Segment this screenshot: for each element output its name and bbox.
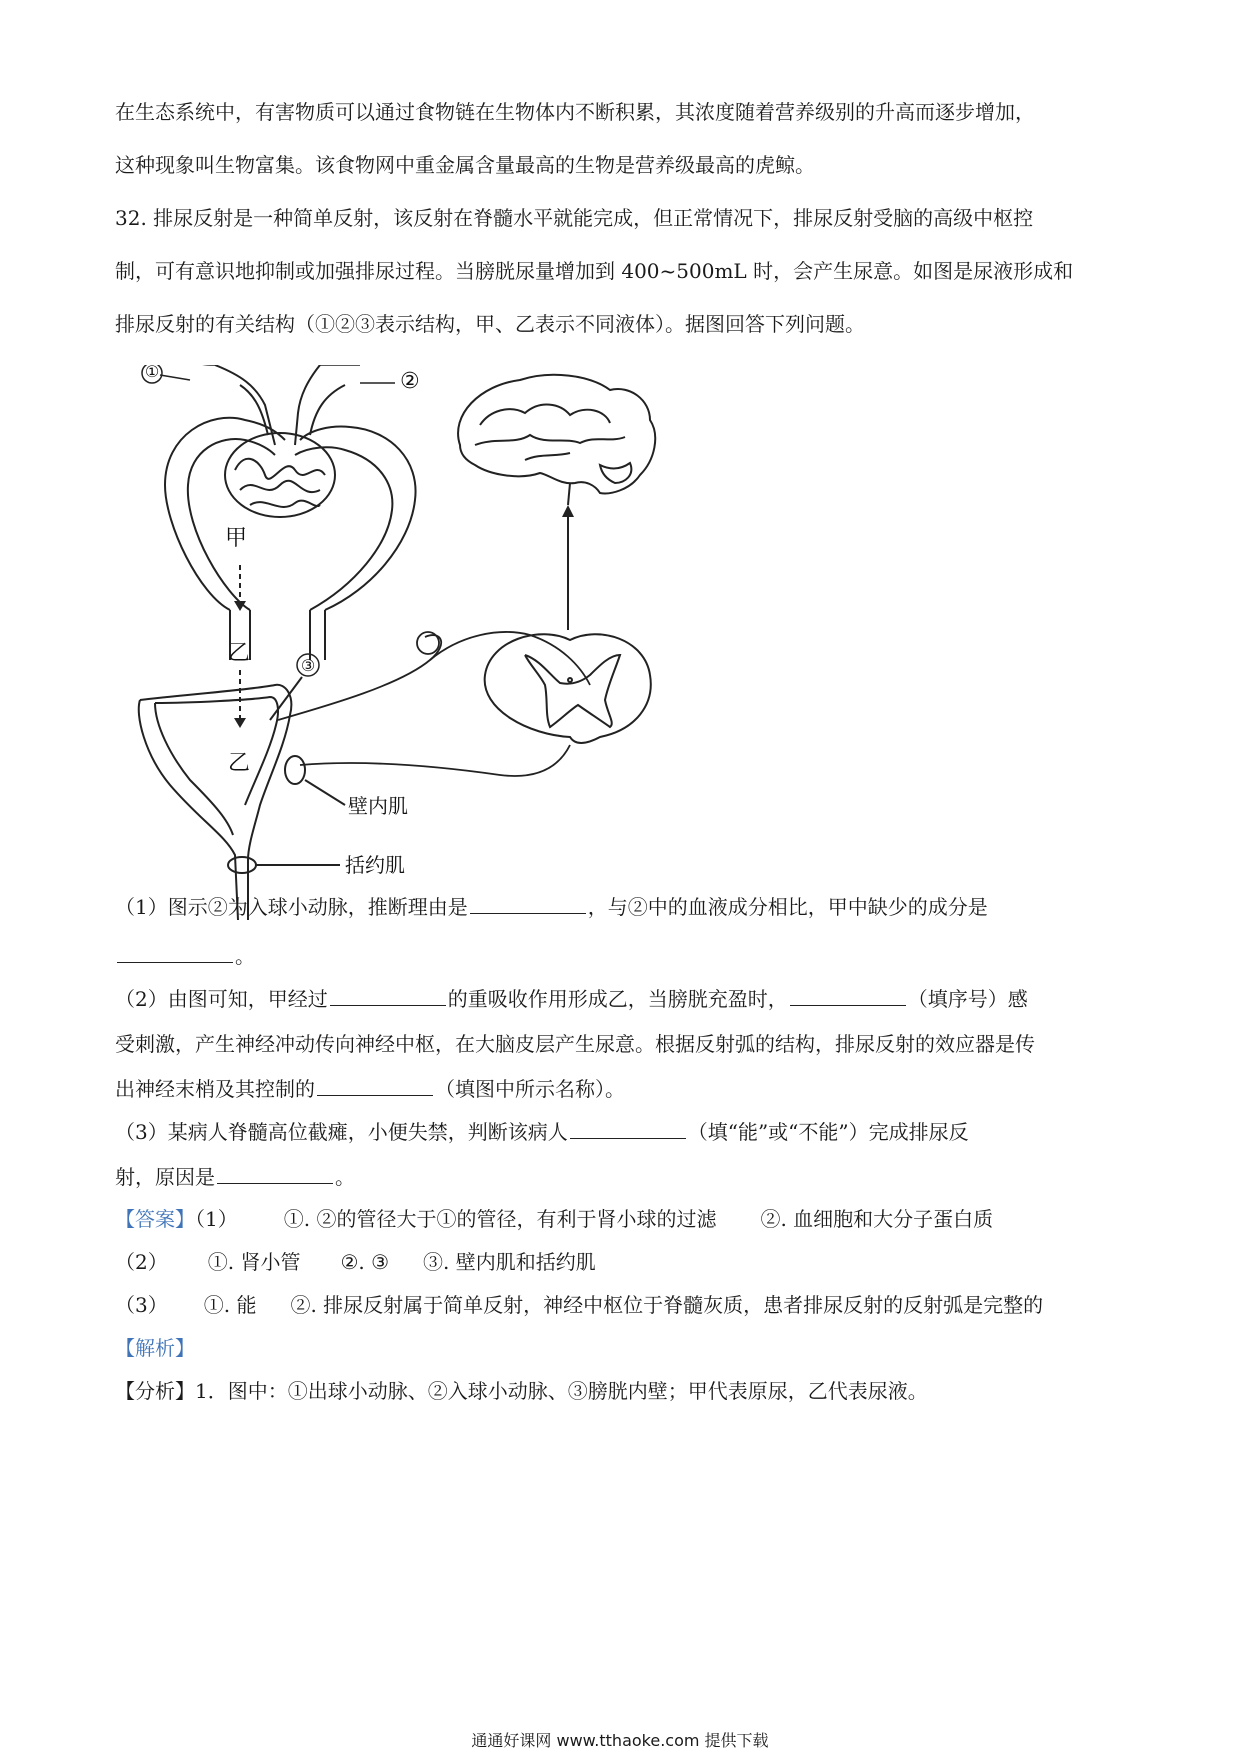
sub-question-1-line-1: [115, 893, 988, 921]
sub-question-2-line-3: [115, 1075, 625, 1103]
answer-row-2: [115, 1248, 596, 1276]
answer-blank[interactable]: [470, 893, 586, 914]
label-1: ①: [144, 365, 160, 381]
answer-blank[interactable]: [330, 985, 446, 1006]
question-line-3: 排尿反射的有关结构（①②③表示结构，甲、乙表示不同液体）。据图回答下列问题。: [115, 312, 865, 336]
sub-question-2-line-2: 受刺激，产生神经冲动传向神经中枢，在大脑皮层产生尿意。根据反射弧的结构，排尿反射的效应器是传: [115, 1032, 1035, 1056]
label-sphincter: 括约肌: [345, 853, 405, 877]
sub3-text-d: 。: [335, 1165, 355, 1189]
sub2-text-c: （填序号）感: [907, 987, 1028, 1011]
answer-2-a: ①. 肾小管: [207, 1250, 301, 1274]
sub-question-1-line-2: [115, 942, 255, 970]
sub3-text-b: （填“能”或“不能”）完成排尿反: [687, 1120, 969, 1144]
spinal-cord-drawing: [485, 634, 651, 743]
nephron-drawing: [165, 365, 416, 660]
analysis-tag: 【解析】: [115, 1336, 195, 1360]
answer-1-a: ①. ②的管径大于①的管径，有利于肾小球的过滤: [283, 1207, 717, 1231]
sub2-text-a: （2）由图可知，甲经过: [115, 987, 328, 1011]
answer-3-b: ②. 排尿反射属于简单反射，神经中枢位于脊髓灰质，患者排尿反射的反射弧是完整的: [290, 1293, 1044, 1317]
label-jia: 甲: [225, 526, 248, 551]
answer-2-c: ③. 壁内肌和括约肌: [423, 1250, 596, 1274]
answer-2-b: ②. ③: [340, 1250, 390, 1274]
answer-3-a: ①. 能: [203, 1293, 257, 1317]
brain-drawing: [458, 375, 655, 505]
sub2-text-b: 的重吸收作用形成乙，当膀胱充盈时，: [447, 987, 788, 1011]
label-yi-top: 乙: [228, 641, 251, 666]
answer-blank[interactable]: [117, 942, 233, 963]
answer-row-2-number: （2）: [115, 1250, 168, 1274]
answer-blank[interactable]: [570, 1118, 686, 1139]
label-3: ③: [300, 656, 316, 675]
question-line-1: 32. 排尿反射是一种简单反射，该反射在脊髓水平就能完成，但正常情况下，排尿反射受脑的高级中枢控: [115, 206, 1034, 230]
label-wall-muscle: 壁内肌: [348, 794, 408, 818]
answer-blank[interactable]: [790, 985, 906, 1006]
answer-1-b: ②. 血细胞和大分子蛋白质: [760, 1207, 994, 1231]
sub-question-3-line-1: [115, 1118, 969, 1146]
sub1-text-b: ，与②中的血液成分相比，甲中缺少的成分是: [587, 895, 988, 919]
answer-blank[interactable]: [217, 1163, 333, 1184]
analysis-line: 【分析】1．图中：①出球小动脉、②入球小动脉、③膀胱内壁；甲代表原尿，乙代表尿液。: [115, 1379, 928, 1403]
sub2-text-d: 出神经末梢及其控制的: [115, 1077, 315, 1101]
answer-tag: 【答案】: [115, 1207, 195, 1231]
label-yi-bottom: 乙: [228, 751, 251, 776]
answer-row-3: [115, 1291, 1043, 1319]
sub-question-3-line-2: [115, 1163, 355, 1191]
intro-line-1: 在生态系统中，有害物质可以通过食物链在生物体内不断积累，其浓度随着营养级别的升高而逐步增加，: [115, 100, 1035, 124]
question-line-2: 制，可有意识地抑制或加强排尿过程。当膀胱尿量增加到 400~500mL 时，会产生尿意。如图是尿液形成和: [115, 259, 1074, 283]
sub1-text-c: 。: [235, 944, 255, 968]
intro-line-2: 这种现象叫生物富集。该食物网中重金属含量最高的生物是营养级最高的虎鲸。: [115, 153, 815, 177]
sub3-text-c: 射，原因是: [115, 1165, 215, 1189]
answer-blank[interactable]: [317, 1075, 433, 1096]
sub2-text-e: （填图中所示名称）。: [435, 1077, 625, 1101]
sub3-text-a: （3）某病人脊髓高位截瘫，小便失禁，判断该病人: [115, 1120, 568, 1144]
label-2: ②: [400, 369, 420, 394]
sub-question-2-line-1: [115, 985, 1028, 1013]
answer-row-1-number: （1）: [195, 1207, 238, 1231]
answer-row-1: [115, 1205, 993, 1233]
sub1-text-a: （1）图示②为入球小动脉，推断理由是: [115, 895, 468, 919]
answer-row-3-number: （3）: [115, 1293, 168, 1317]
page-footer: 通通好课网 www.tthaoke.com 提供下载: [471, 1731, 769, 1750]
